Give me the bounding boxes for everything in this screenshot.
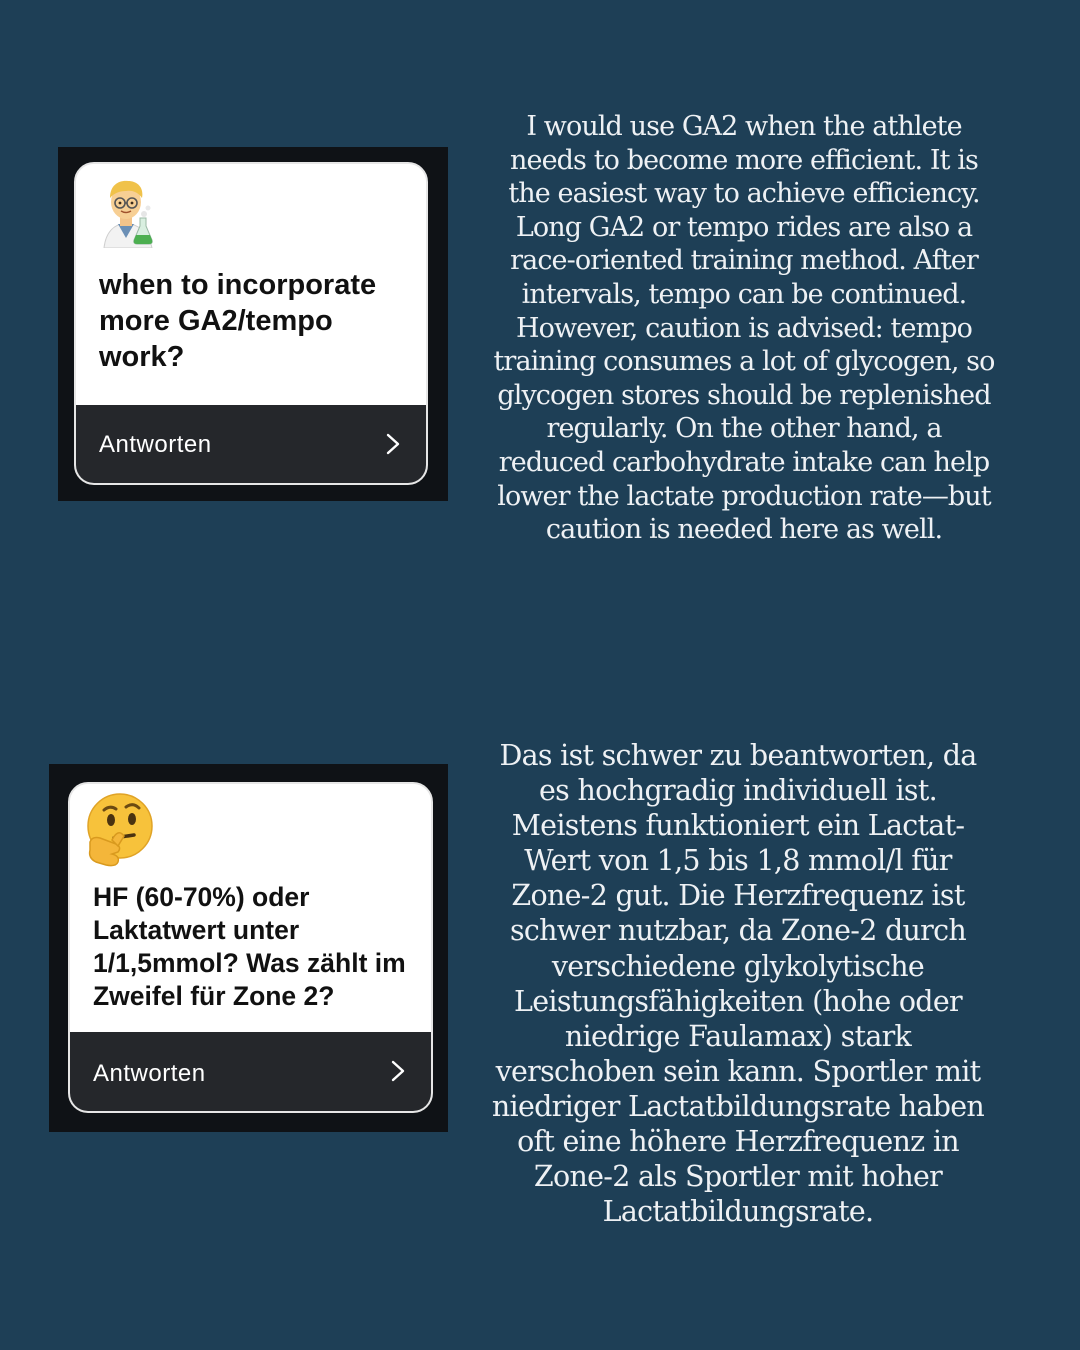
question-sticker-panel [58,147,448,501]
answer-text: Das ist schwer zu beantworten, da es hochgradig individuell ist. Meistens funktioniert ein Lactat- Wert von 1,5 bis 1,8 mmol/l für Zone-2 gut. Die Herzfrequenz ist schwer nutzbar, da Zone-2 durch verschiedene glykolytische Leistungsfähigkeiten (hohe oder niedrige Faulamax) stark verschoben sein kann. Sportler mit niedriger Lactatbildungsrate haben oft eine höhere Herzfrequenz in Zone-2 als Sportler mit hoher Lactatbildungsrate. [491,739,985,1229]
question-card [74,162,428,485]
scientist-emoji-icon [98,178,158,248]
chevron-right-icon [391,1060,405,1082]
thinking-face-emoji-icon [82,792,158,868]
question-card-body [76,164,426,405]
reply-button-label: Antworten [93,1060,206,1087]
reply-button[interactable] [70,1032,431,1111]
question-text: when to incorporate more GA2/tempo work? [99,269,377,373]
question-text: HF (60-70%) oder Laktatwert unter 1/1,5mmol? Was zählt im Zweifel für Zone 2? [93,882,406,1011]
answer-text: I would use GA2 when the athlete needs to become more efficient. It is the easiest way to achieve efficiency. Long GA2 or tempo rides are also a race-oriented training method. After intervals, tempo can be continued. However, caution is advised: tempo training consumes a lot of glycogen, so glycogen stores should be replenished regularly. On the other hand, a reduced carbohydrate intake can help lower the lactate production rate—but caution is needed here as well. [493,111,995,546]
reply-button[interactable] [76,405,426,483]
reply-button-label: Antworten [99,431,212,458]
question-card [68,782,433,1113]
question-sticker-panel [49,764,448,1132]
chevron-right-icon [386,433,400,455]
question-card-body [70,784,431,1032]
